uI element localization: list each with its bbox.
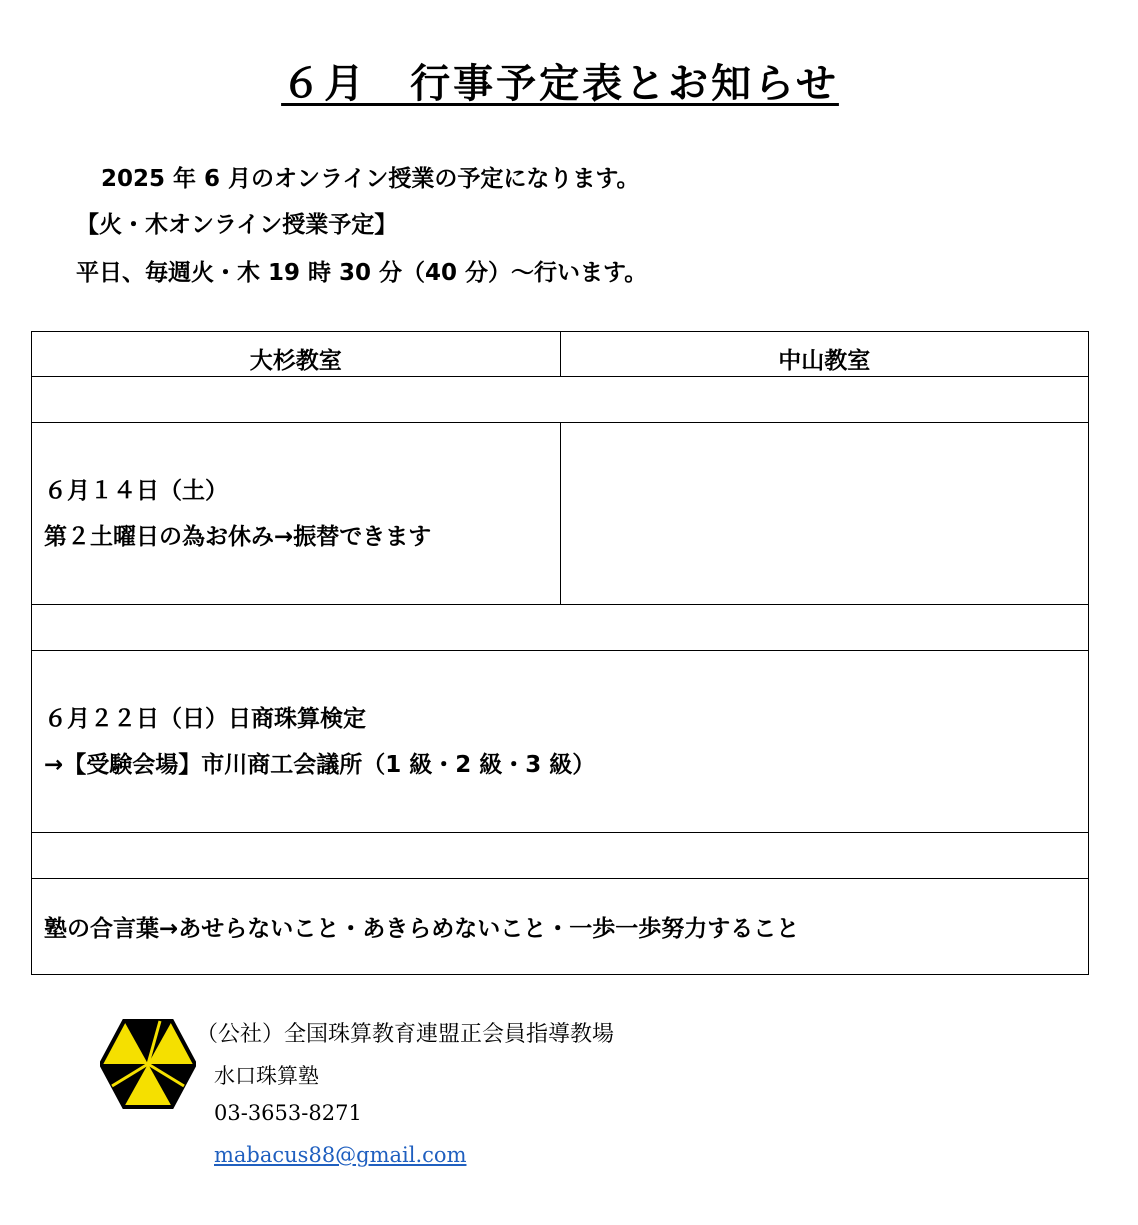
org-name: （公社）全国珠算教育連盟正会員指導教場 [196, 1022, 615, 1047]
schedule-table [31, 331, 1089, 975]
phone-number: 03-3653-8271 [214, 1101, 362, 1125]
blank-row [32, 833, 1089, 879]
exam-venue: →【受験会場】市川商工会議所（1 級・2 級・3 級） [44, 751, 596, 778]
motto-cell: 塾の合言葉→あせらないこと・あきらめないこと・一歩一歩努力すること [32, 879, 1089, 975]
email-link[interactable]: mabacus88@gmail.com [214, 1143, 467, 1167]
blank-row [32, 605, 1089, 651]
event-note: 第２土曜日の為お休み→振替できます [44, 523, 432, 550]
blank-row [32, 377, 1089, 423]
event-cell-osugi [32, 423, 561, 605]
intro-line-1: 2025 年 6 月のオンライン授業の予定になります。 [101, 166, 640, 192]
hexagon-emblem-icon [100, 1019, 196, 1109]
header-nakayama: 中山教室 [560, 332, 1089, 377]
intro-line-2: 【火・木オンライン授業予定】 [76, 212, 398, 238]
school-name: 水口珠算塾 [214, 1064, 319, 1088]
exam-cell [32, 651, 1089, 833]
header-osugi: 大杉教室 [32, 332, 561, 377]
intro-line-3: 平日、毎週火・木 19 時 30 分（40 分）～行います。 [76, 260, 648, 286]
exam-date: ６月２２日（日）日商珠算検定 [44, 705, 366, 732]
event-cell-nakayama [560, 423, 1089, 605]
footer [100, 1015, 800, 1205]
event-date: ６月１４日（土） [44, 477, 228, 504]
page-title: ６月 行事予定表とお知らせ [281, 61, 839, 107]
